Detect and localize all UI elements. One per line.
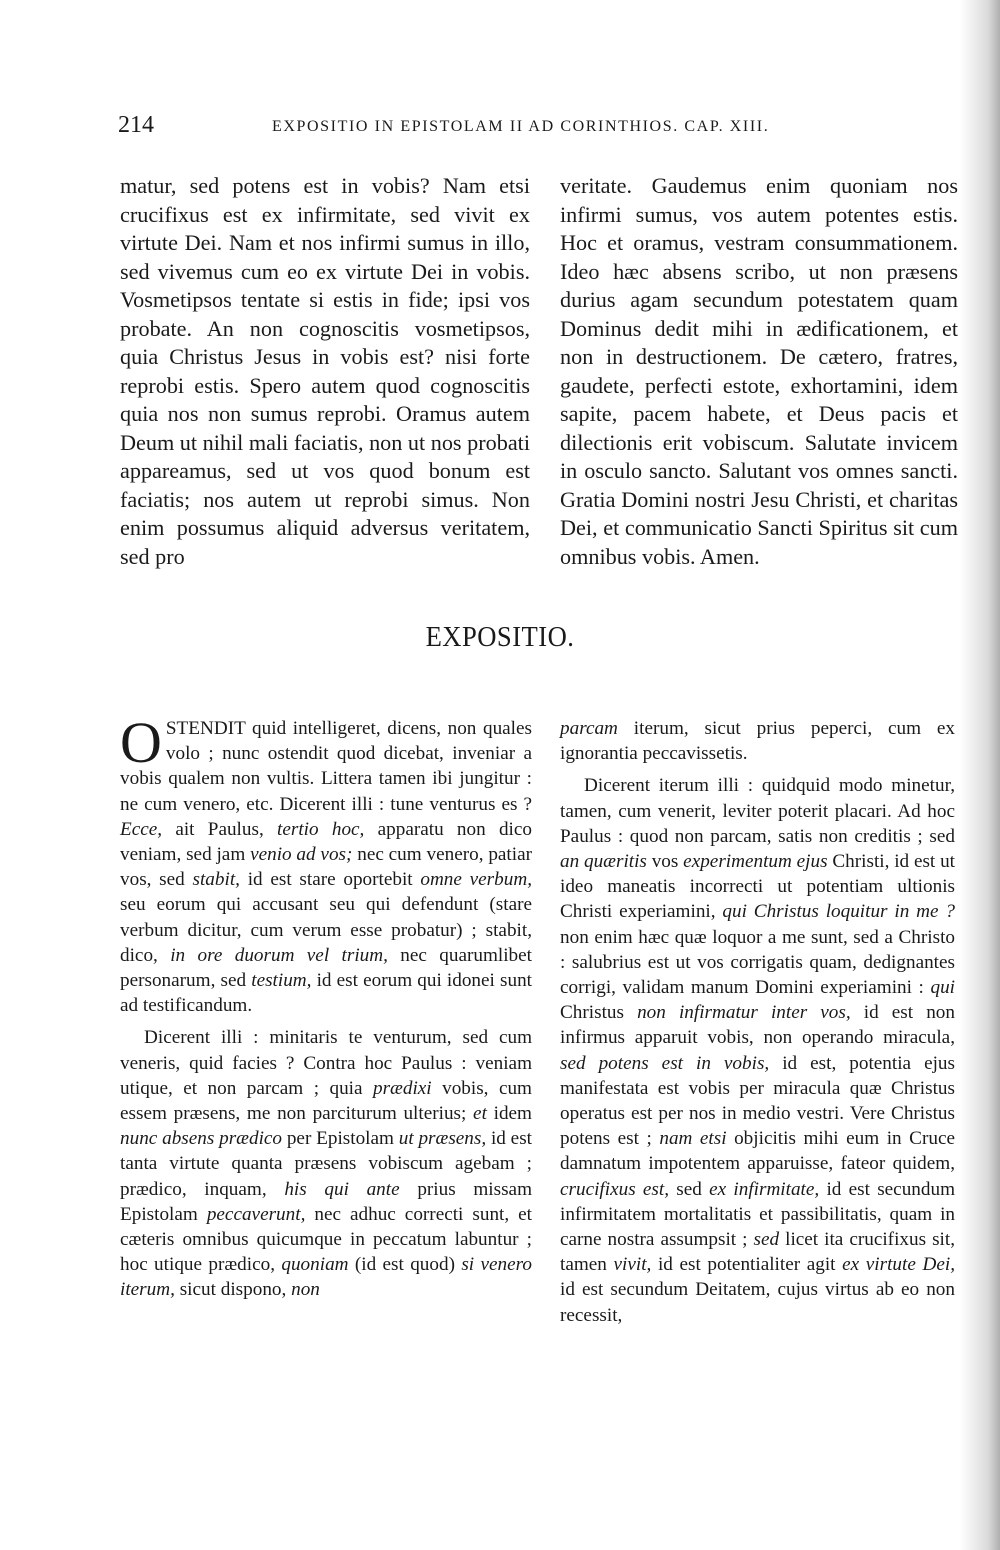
text-run: objicitis mihi eum in Cruce damnatum impotentem apparuisse, fateor quidem, <box>560 1128 955 1175</box>
italic-run: ut præsens, <box>398 1128 487 1150</box>
text-run: id est, potentia ejus manifestata est vobis per miracula quæ Christus operatus est per nos in medio vestri. Vere Christus potens est ; <box>560 1052 955 1150</box>
text-run: id est stare oportebit <box>239 869 421 891</box>
text-run: Dicerent illi : minitaris te venturum, sed cum veneris, quid facies ? Contra hoc Paulus : veniam utique, et non parcam ; quia <box>120 1027 532 1099</box>
page-number: 214 <box>118 112 154 138</box>
text-run: id est non infirmus apparuit vobis, non operando miracula, <box>560 1002 955 1049</box>
italic-run: sed potens est in vobis, <box>560 1052 770 1074</box>
text-run: nec quarumlibet personarum, sed <box>120 944 532 992</box>
text-run: sed <box>669 1178 710 1200</box>
text-run: prius missam Epistolam <box>120 1178 533 1225</box>
italic-run: nunc absens prædico <box>120 1128 283 1150</box>
text-run: Christi, id est ut ideo maneatis incorrecti ut potentiam ultionis Christi experiamini, <box>560 851 955 923</box>
paragraph-runs <box>120 710 533 1017</box>
text-run: id est tanta virtute quanta præsens vobiscum agebam ; prædico, inquam, <box>120 1128 532 1200</box>
text-run: seu eorum qui accusant seu qui defendunt (stare verbum dicitur, cum verum esse probatur) ; stabit, dico, <box>120 894 532 966</box>
paragraph-runs <box>560 718 955 764</box>
text-run: per Epistolam <box>282 1128 399 1150</box>
italic-run: stabit, <box>192 869 240 891</box>
commentary-paragraph <box>560 716 955 766</box>
italic-run: sed <box>753 1229 780 1251</box>
text-run: licet ita crucifixus sit, tamen <box>560 1229 955 1276</box>
text-run: id est secundum Deitatem, cujus virtus ab eo non recessit, <box>560 1279 955 1326</box>
section-heading: EXPOSITIO. <box>425 622 575 653</box>
italic-run: ex virtute Dei, <box>842 1254 955 1276</box>
italic-run: venio ad vos; <box>250 844 353 866</box>
commentary-paragraph <box>120 1025 532 1302</box>
italic-run: Ecce, <box>120 818 163 840</box>
scripture-text: matur, sed potens est in vobis? Nam etsi crucifixus est ex infirmitate, sed vivit ex virtute Dei. Nam et nos infirmi sumus in illo, sed vivemus cum eo ex virtute Dei in vobis. Vosmetipsos tentate si estis in fide; ipsi vos probate. An non cognoscitis vosmetipsos, quia Christus Jesus in vobis est? nisi forte reprobi estis. Spero autem quod cognoscitis quia nos non sumus reprobi. Oramus autem Deum ut nihil mali faciatis, non ut nos probati appareamus, sed ut vos quod bonum est faciatis; nos autem ut reprobi simus. Non enim possumus aliquid adversus veritatem, sed pro <box>120 173 530 569</box>
commentary-paragraph <box>560 773 955 1327</box>
page-edge-shadow <box>960 0 1000 1550</box>
text-run: apparatu non dico veniam, sed jam <box>120 818 533 866</box>
italic-run: vivit, <box>613 1254 652 1276</box>
text-run: Dicerent iterum illi : quidquid modo minetur, tamen, cum venerit, leviter poterit placari. Ad hoc Paulus : quod non parcam, satis non creditis ; sed <box>560 775 955 847</box>
italic-run: ex infirmitate, <box>709 1178 820 1200</box>
italic-run: omne verbum, <box>420 869 532 891</box>
scripture-column-left <box>120 172 530 571</box>
text-run: sicut dispono, <box>174 1279 292 1301</box>
commentary-paragraph <box>120 710 533 1018</box>
text-run: iterum, sicut prius peperci, cum ex ignorantia peccavissetis. <box>560 718 955 765</box>
italic-run: crucifixus est, <box>560 1178 670 1200</box>
italic-run: tertio hoc, <box>277 818 365 840</box>
text-run: vobis, cum essem præsens, me non parciturum ulterius; <box>120 1077 532 1125</box>
italic-run: parcam <box>560 718 618 739</box>
scripture-column-right <box>560 172 958 571</box>
italic-run: qui <box>930 977 955 999</box>
paragraph-runs <box>560 775 955 1325</box>
text-run: idem <box>486 1103 532 1125</box>
text-run: id est eorum qui idonei sunt ad testificandum. <box>120 970 532 1017</box>
italic-run: non <box>291 1279 320 1301</box>
italic-run: non infirmatur inter vos, <box>637 1002 851 1024</box>
italic-run: prædixi <box>373 1077 432 1099</box>
italic-run: et <box>473 1103 487 1125</box>
italic-run: testium, <box>251 970 312 992</box>
running-head <box>118 112 834 140</box>
italic-run: qui Christus loquitur in me ? <box>722 901 955 923</box>
text-run: STENDIT quid intelligeret, dicens, non quales volo ; nunc ostendit quod dicebat, inveniar a vobis qualem non vultis. Littera tamen ibi jungitur : ne cum venero, etc. Dicerent illi : tune venturus es ? <box>120 718 532 815</box>
scripture-text: veritate. Gaudemus enim quoniam nos infirmi sumus, vos autem potentes estis. Hoc et oramus, vestram consummationem. Ideo hæc absens scribo, ut non præsens durius agam secundum potestatem quam Dominus dedit mihi in ædificationem, et non in destructionem. De cætero, fratres, gaudete, perfecti estote, exhortamini, idem sapite, pacem habete, et Deus pacis et dilectionis erit vobiscum. Salutate invicem in osculo sancto. Salutant vos omnes sancti. Gratia Domini nostri Jesu Christi, et charitas Dei, et communicatio Sancti Spiritus sit cum omnibus vobis. Amen. <box>560 173 958 569</box>
text-run: id est secundum infirmitatem mortalitatis et passibilitatis, quam in carne nostra assumpsit ; <box>560 1178 955 1251</box>
italic-run: an quæritis <box>560 851 647 873</box>
text-run: (id est quod) <box>348 1254 462 1276</box>
italic-run: si venero iterum, <box>120 1254 532 1301</box>
text-run: vos <box>646 851 684 873</box>
italic-run: peccaverunt, <box>206 1203 306 1225</box>
drop-cap: O <box>120 710 162 775</box>
running-title: EXPOSITIO IN EPISTOLAM II AD CORINTHIOS. CAP. XIII. <box>272 118 770 135</box>
italic-run: nam etsi <box>659 1128 727 1150</box>
text-run: Christus <box>560 1002 638 1024</box>
text-run: ait Paulus, <box>162 818 278 840</box>
commentary-column-right <box>560 716 955 1328</box>
text-run: non enim hæc quæ loquor a me sunt, sed a Christo : salubrius est ut vos corrigatis quam, dedignantes corrigi, validam manum Domini experiamini : <box>560 926 955 999</box>
text-run: id est potentialiter agit <box>651 1254 843 1276</box>
italic-run: in ore duorum vel trium, <box>170 944 388 966</box>
text-run: nec cum venero, patiar vos, sed <box>120 844 532 891</box>
italic-run: experimentum ejus <box>683 851 828 873</box>
paragraph-runs <box>120 1027 532 1300</box>
commentary-column-left <box>120 710 533 1303</box>
italic-run: his qui ante <box>284 1178 400 1200</box>
text-run: nec adhuc correcti sunt, et cæteris omnibus quicumque in peccatum labuntur ; hoc utique prædico, <box>120 1203 533 1276</box>
italic-run: quoniam <box>281 1254 349 1276</box>
